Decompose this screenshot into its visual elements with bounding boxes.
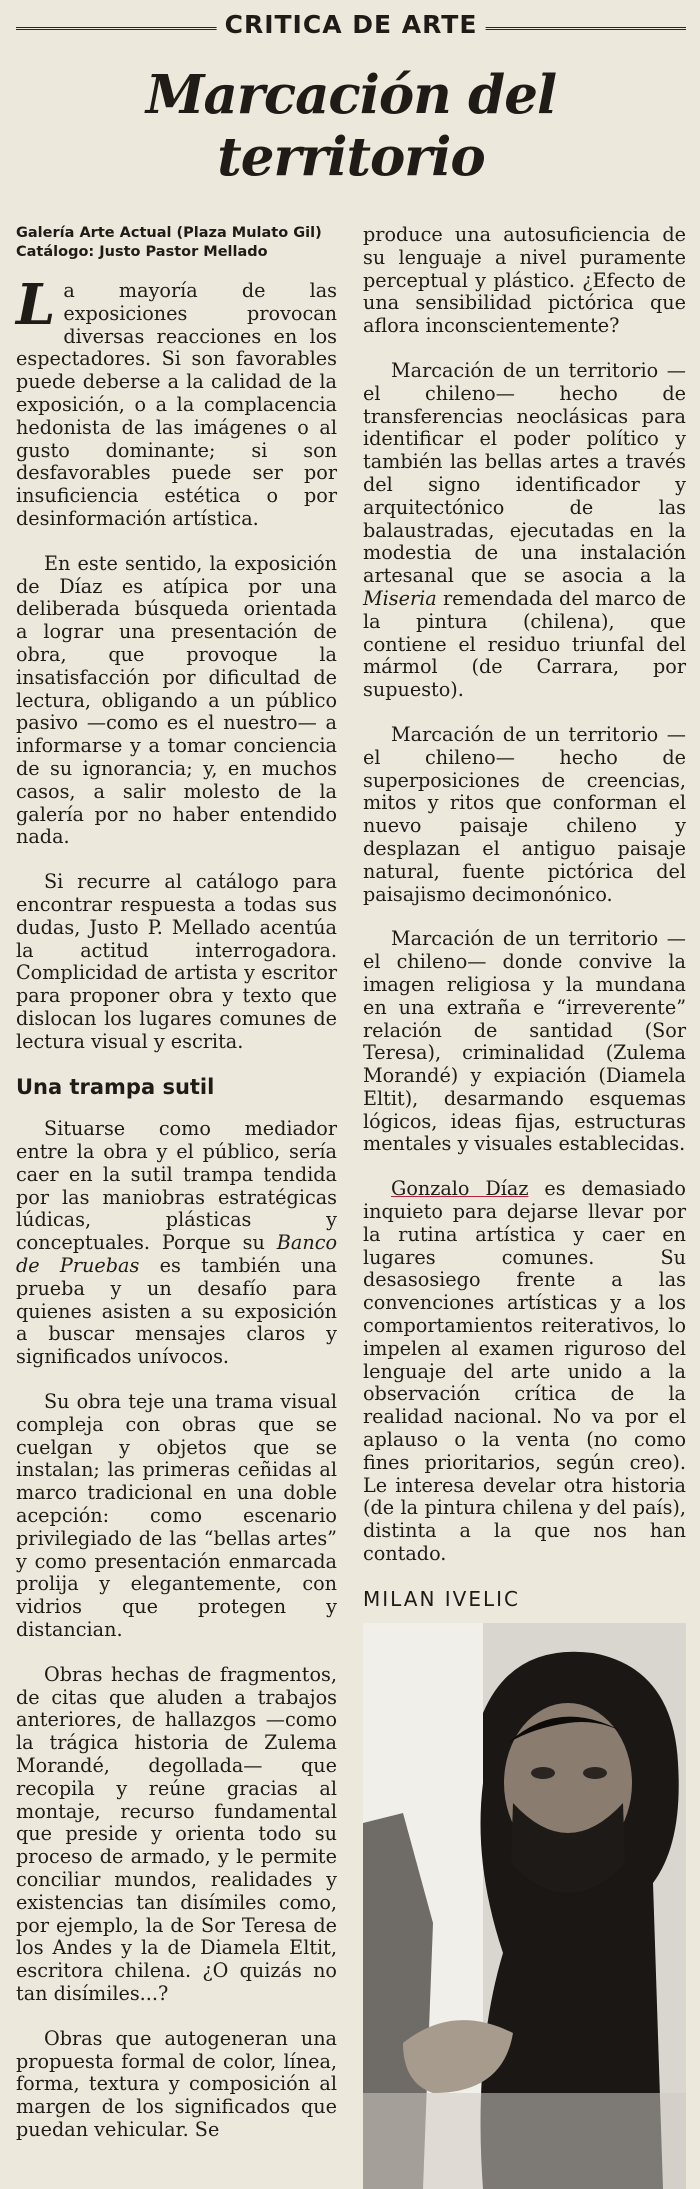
column-left [16,224,337,2189]
paragraph-12 [363,1178,686,1566]
headline: Marcación del territorio [145,64,557,188]
paragraph-4-text-b: es también una prueba y un desafío para quienes asisten a su exposición a buscar mensajes claros y significados unívocos. [16,1254,337,1369]
article-columns [16,224,686,2189]
work-title-banco: Banco de Pruebas [16,1231,337,1278]
paragraph-1 [16,272,337,531]
paragraph-1-text: a mayoría de las exposiciones provocan diversas reacciones en los espectadores. Si son favorables puede deberse a la calidad de la exposición, o a la complacencia hedonista de las imágenes o al gusto dominante; si son desfavorables puede ser por insuficiencia estética o por desinformación artística. [16,279,337,530]
paragraph-8: produce una autosuficiencia de su lenguaje a nivel puramente perceptual y plástico. ¿Efecto de una sensibilidad pictórica que aflora inconscientemente? [363,223,686,338]
paragraph-9 [363,360,686,702]
paragraph-6: Obras hechas de fragmentos, de citas que aluden a trabajos anteriores, de hallazgos —como la trágica historia de Zulema Morandé, degollada— que recopila y reúne gracias al montaje, recurso fundamental que preside y orienta todo su proceso de armado, y le permite conciliar mundos, realidades y existencias tan disímiles como, por ejemplo, la de Sor Teresa de los Andes y la de Diamela Eltit, escritora chilena. ¿O quizás no tan disímiles...? [16,1662,337,2005]
paragraph-4 [16,1118,337,1369]
artist-name: Gonzalo Díaz [391,1177,529,1201]
artist-photo [363,1623,686,2189]
paragraph-4-text-a: Situarse como mediador entre la obra y el público, sería caer en la sutil trampa tendida por las maniobras estratégicas lúdicas, plásticas y conceptuales. Porque su [16,1117,337,1255]
section-label: CRITICA DE ARTE [217,10,486,39]
exhibition-credits: Galería Arte Actual (Plaza Mulato Gil) Catálogo: Justo Pastor Mellado [16,225,322,260]
paragraph-9-text-a: Marcación de un territorio —el chileno— hecho de transferencias neoclásicas para identificar el poder político y también las bellas artes a través del signo identificador y arquitectónico de las balaustradas, ejecutadas en la modestia de una instalación artesanal que se asocia a la [363,358,686,588]
author-byline: MILAN IVELIC [363,1586,520,1611]
drop-cap: L [16,272,56,338]
paragraph-10: Marcación de un territorio —el chileno— hecho de superposiciones de creencias, mitos y ritos que conforman el nuevo paisaje chileno y desplazan el antiguo paisaje natural, fuente pictórica del paisajismo decimonónico. [363,722,686,906]
artist-portrait-illustration [363,1623,686,2189]
paragraph-12-text: es demasiado inquieto para dejarse llevar por la rutina artística y caer en lugares comunes. Su desasosiego frente a las convenciones artísticas y a los comportamientos reiterativos, lo impelen al examen riguroso del lenguaje del arte unido a la observación crítica de la realidad nacional. No va por el aplauso o la venta (no como fines prioritarios, según creo). Le interesa develar otra historia (de la pintura chilena y del país), distinta a la que nos han contado. [363,1177,686,1566]
paragraph-3: Si recurre al catálogo para encontrar respuesta a todas sus dudas, Justo P. Mellado acentúa la actitud interrogadora. Complicidad de artista y escritor para proponer obra y texto que dislocan los lugares comunes de lectura visual y escrita. [16,870,337,1053]
paragraph-7: Obras que autogeneran una propuesta formal de color, línea, forma, textura y composición al margen de los significados que puedan vehicular. Se [16,2026,337,2141]
paragraph-2: En este sentido, la exposición de Díaz es atípica por una deliberada búsqueda orientada a lograr una presentación de obra, que provoque la insatisfacción por dificultad de lectura, obligando a un público pasivo —como es el nuestro— a informarse y a tomar conciencia de su ignorancia; y, en muchos casos, a salir molesto de la galería por no haber entendido nada. [16,551,337,849]
paragraph-11: Marcación de un territorio —el chileno— donde convive la imagen religiosa y la mundana en una extraña e “irreverente” relación de santidad (Sor Teresa), criminalidad (Zulema Morandé) y expiación (Diamela Eltit), desarmando esquemas lógicos, ideas fijas, estructuras mentales y visuales establecidas. [363,927,686,1156]
subheading: Una trampa sutil [16,1074,215,1099]
section-header [16,10,686,46]
paragraph-9-text-b: remendada del marco de la pintura (chilena), que contiene el residuo triunfal del mármol (de Carrara, por supuesto). [363,586,686,702]
paragraph-5: Su obra teje una trama visual compleja con obras que se cuelgan y objetos que se instalan; las primeras ceñidas al marco tradicional en una doble acepción: como escenario privilegiado de las “bellas artes” y como presentación enmarcada prolija y elegantemente, con vidrios que protegen y distancian. [16,1390,337,1642]
work-title-miseria: Miseria [363,586,437,610]
column-right [363,224,686,2189]
